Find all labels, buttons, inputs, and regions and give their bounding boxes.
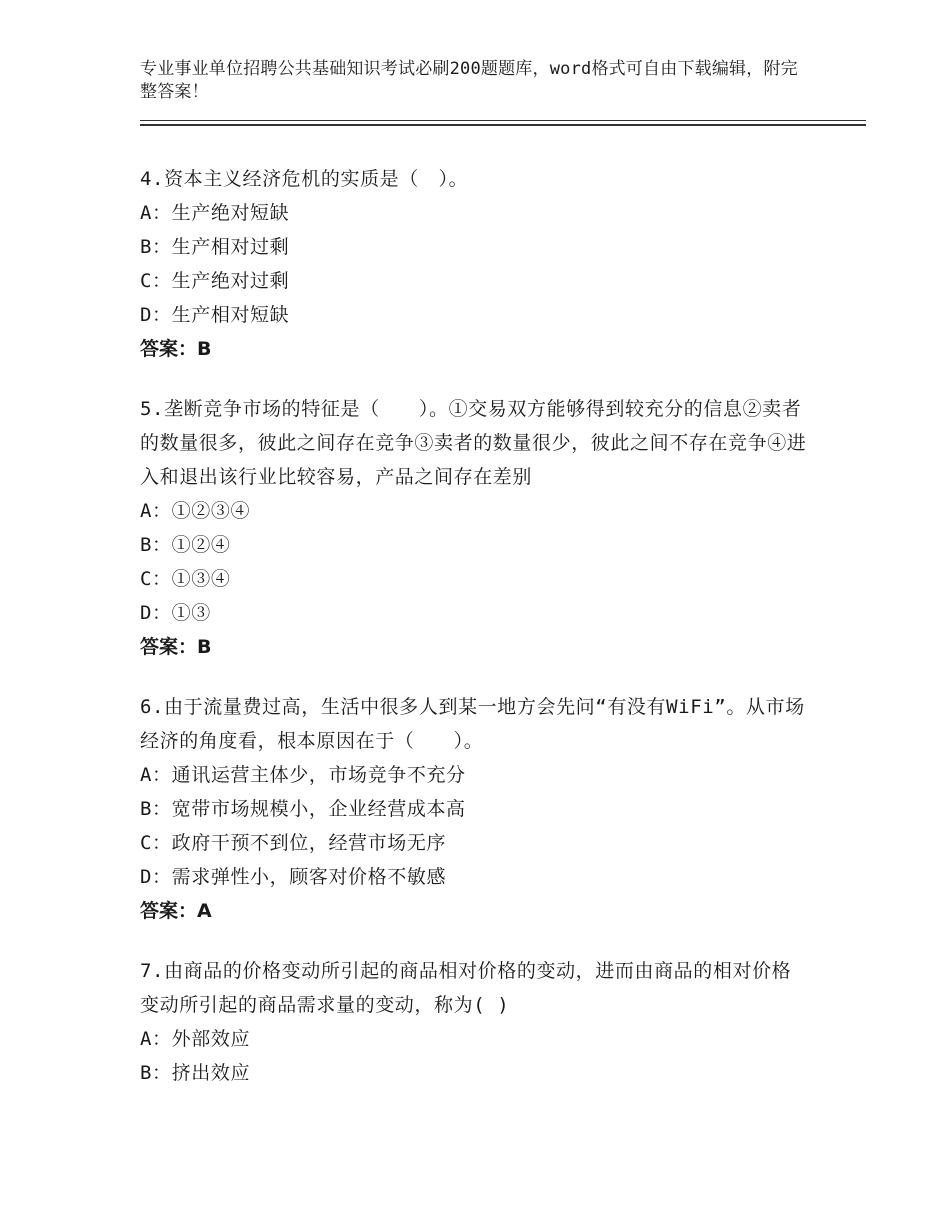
document-header-title: 专业事业单位招聘公共基础知识考试必刷200题题库，word格式可自由下载编辑，附完整答案！: [140, 59, 798, 102]
option-b: B：①②④: [140, 534, 231, 556]
option-b: B：挤出效应: [140, 1062, 251, 1084]
option-b: B：宽带市场规模小，企业经营成本高: [140, 798, 466, 820]
question-4: [140, 162, 810, 366]
question-list: [140, 162, 810, 1116]
header-rule-thin: [140, 120, 866, 121]
option-a: A：通讯运营主体少，市场竞争不充分: [140, 764, 466, 786]
option-d: D：生产相对短缺: [140, 304, 290, 326]
answer: 答案：A: [140, 900, 212, 922]
header-rule-thick: [140, 124, 866, 126]
question-stem: 4.资本主义经济危机的实质是（ ）。: [140, 168, 469, 190]
option-a: A：外部效应: [140, 1028, 251, 1050]
option-a: A：生产绝对短缺: [140, 202, 290, 224]
question-5: [140, 392, 810, 664]
answer: 答案：B: [140, 636, 212, 658]
option-c: C：生产绝对过剩: [140, 270, 290, 292]
question-stem: 5.垄断竞争市场的特征是（ ）。①交易双方能够得到较充分的信息②卖者的数量很多，彼此之间存在竞争③卖者的数量很少，彼此之间不存在竞争④进入和退出该行业比较容易，产品之间存在差别: [140, 398, 807, 488]
question-stem: 7.由商品的价格变动所引起的商品相对价格的变动，进而由商品的相对价格变动所引起的商品需求量的变动，称为( ): [140, 960, 792, 1016]
answer: 答案：B: [140, 338, 212, 360]
question-6: [140, 690, 810, 928]
question-7: [140, 954, 810, 1090]
option-c: C：政府干预不到位，经营市场无序: [140, 832, 447, 854]
option-a: A：①②③④: [140, 500, 251, 522]
question-stem: 6.由于流量费过高，生活中很多人到某一地方会先问“有没有WiFi”。从市场经济的角度看，根本原因在于（ ）。: [140, 696, 805, 752]
option-c: C：①③④: [140, 568, 231, 590]
option-d: D：①③: [140, 602, 211, 624]
option-d: D：需求弹性小，顾客对价格不敏感: [140, 866, 447, 888]
option-b: B：生产相对过剩: [140, 236, 290, 258]
